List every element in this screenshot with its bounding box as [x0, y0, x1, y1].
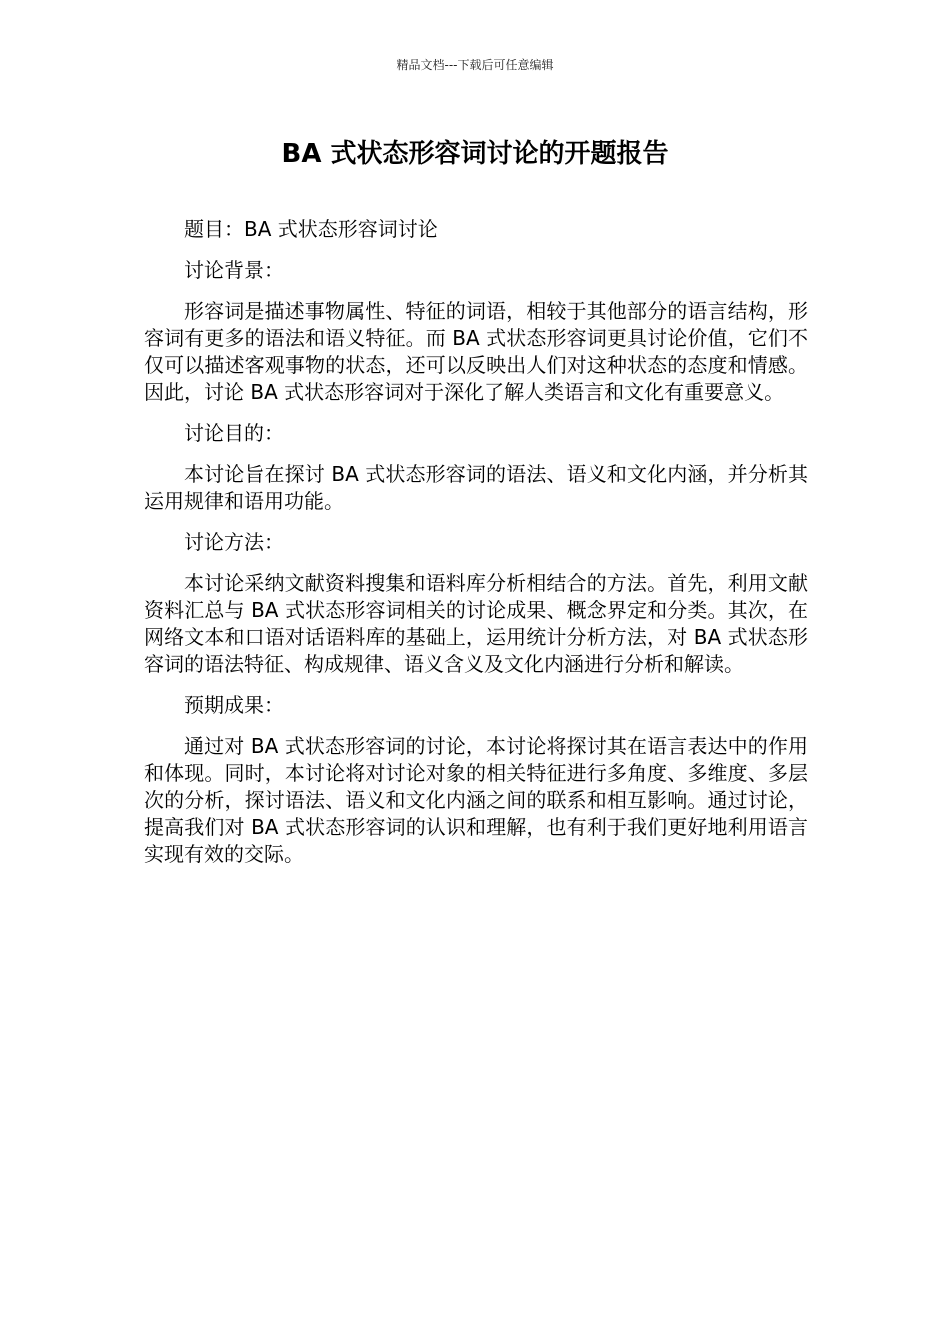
background-heading: 讨论背景： — [184, 258, 284, 282]
method-heading: 讨论方法： — [184, 530, 284, 554]
results-paragraph: 通过对 BA 式状态形容词的讨论，本讨论将探讨其在语言表达中的作用和体现。同时，本讨论将对讨论对象的相关特征进行多角度、多维度、多层次的分析，探讨语法、语义和文化内涵之间的联系和相互影响。通过讨论，提高我们对 BA 式状态形容词的认识和理解，也有利于我们更好地利用语言实现有效的交际。 — [144, 734, 808, 866]
header-note: 精品文档---下载后可任意编辑 — [396, 58, 554, 72]
background-paragraph: 形容词是描述事物属性、特征的词语，相较于其他部分的语言结构，形容词有更多的语法和语义特征。而 BA 式状态形容词更具讨论价值，它们不仅可以描述客观事物的状态，还可以反映出人们对这种状态的态度和情感。因此，讨论 BA 式状态形容词对于深化了解人类语言和文化有重要意义。 — [144, 299, 808, 404]
document-body — [144, 216, 808, 882]
results-heading: 预期成果： — [184, 693, 284, 717]
document-title: BA 式状态形容词讨论的开题报告 — [281, 139, 669, 169]
topic-line: 题目：BA 式状态形容词讨论 — [184, 217, 438, 241]
method-paragraph: 本讨论采纳文献资料搜集和语料库分析相结合的方法。首先，利用文献资料汇总与 BA 式状态形容词相关的讨论成果、概念界定和分类。其次，在网络文本和口语对话语料库的基础上，运用统计分析方法，对 BA 式状态形容词的语法特征、构成规律、语义含义及文化内涵进行分析和解读。 — [144, 571, 808, 676]
purpose-heading: 讨论目的： — [184, 421, 284, 445]
purpose-paragraph: 本讨论旨在探讨 BA 式状态形容词的语法、语义和文化内涵，并分析其运用规律和语用功能。 — [144, 462, 808, 513]
